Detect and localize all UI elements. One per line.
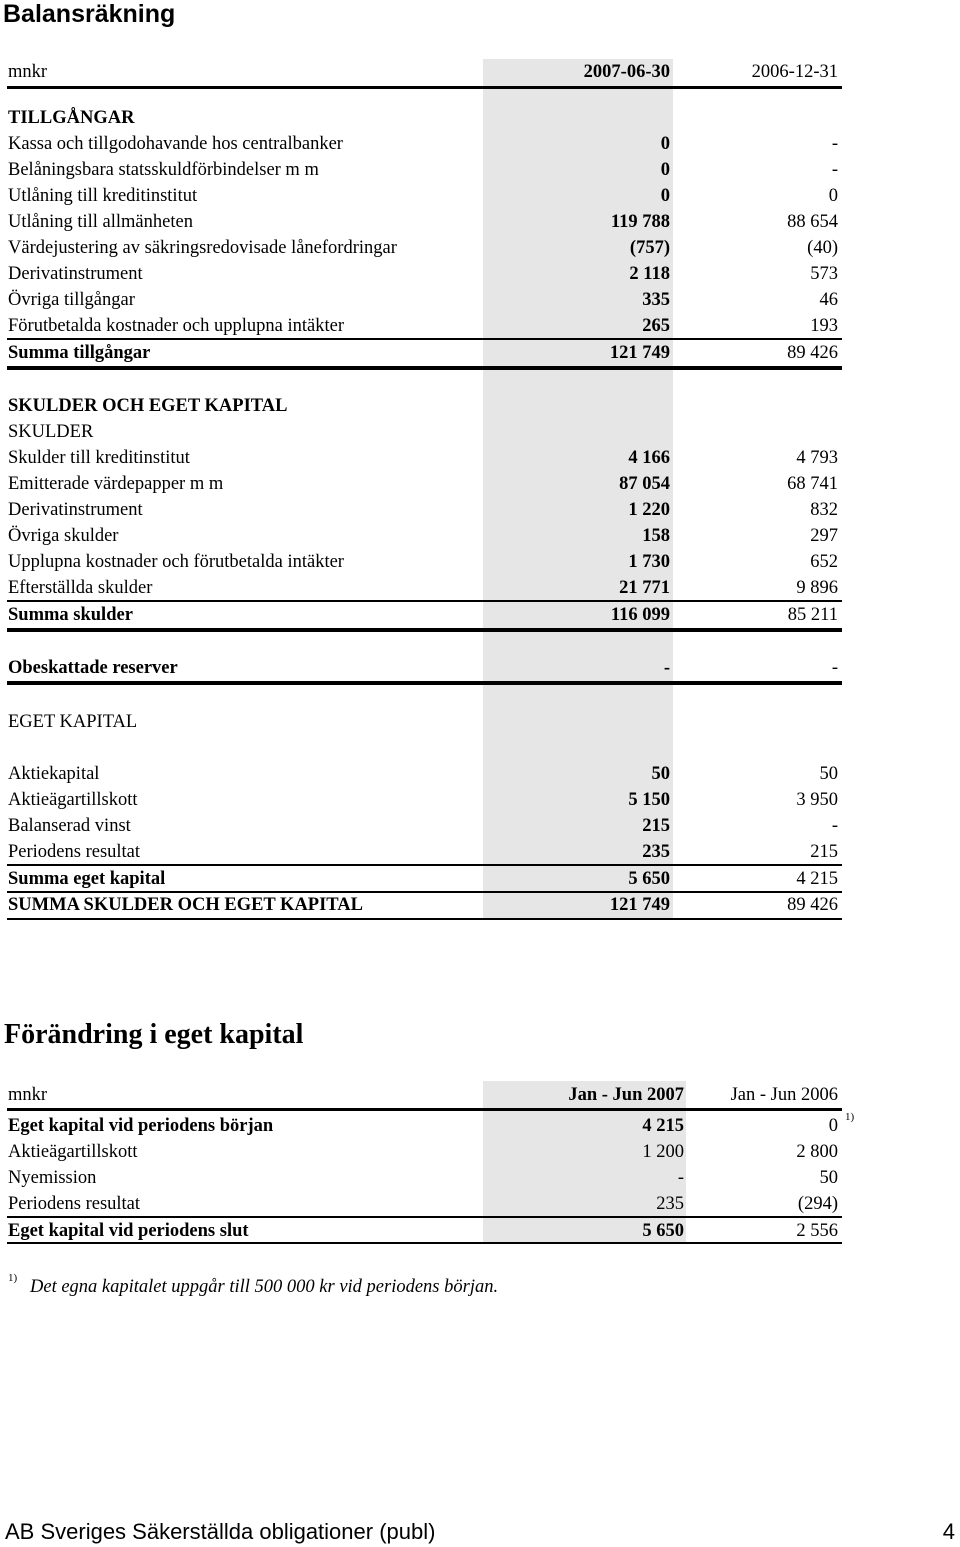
row-label: Periodens resultat <box>8 1194 141 1214</box>
rule-line <box>7 1242 842 1244</box>
value-previous: 2 800 <box>796 1142 838 1162</box>
row-label: Balanserad vinst <box>8 816 131 836</box>
row-label: Periodens resultat <box>8 842 141 862</box>
column-header-current: 2007-06-30 <box>583 62 670 82</box>
value-previous: (294) <box>797 1194 838 1214</box>
value-previous: 4 215 <box>796 869 838 889</box>
total-row <box>8 655 842 681</box>
total-row <box>8 602 842 628</box>
column-header-row <box>8 59 842 85</box>
grand-total-row <box>8 892 842 918</box>
footer-company: AB Sveriges Säkerställda obligationer (publ) <box>5 1519 436 1544</box>
value-current: (757) <box>629 238 670 258</box>
footnote-reference: 1) <box>845 1111 855 1123</box>
value-current: 5 150 <box>628 790 670 810</box>
value-previous: 4 793 <box>796 448 838 468</box>
row-label: Övriga tillgångar <box>8 290 135 310</box>
value-previous: 85 211 <box>787 605 838 625</box>
value-current: 0 <box>660 134 670 154</box>
page-number: 4 <box>942 1519 955 1544</box>
value-current: 1 200 <box>642 1142 684 1162</box>
opening-row <box>8 1113 842 1139</box>
value-previous: - <box>831 816 838 836</box>
row-label: Derivatinstrument <box>8 500 143 520</box>
value-previous: 89 426 <box>787 343 838 363</box>
row-label: Utlåning till allmänheten <box>8 212 193 232</box>
value-previous: 9 896 <box>796 578 838 598</box>
column-header-previous: Jan - Jun 2006 <box>730 1085 838 1105</box>
table-row <box>8 235 842 261</box>
rule-line <box>7 86 842 89</box>
table-row <box>8 131 842 157</box>
page-title: Balansräkning <box>3 0 176 28</box>
table-row <box>8 209 842 235</box>
value-previous: - <box>831 160 838 180</box>
total-row <box>8 340 842 366</box>
value-current: 335 <box>642 290 670 310</box>
row-label: Obeskattade reserver <box>8 658 178 678</box>
value-current: 119 788 <box>610 212 670 232</box>
value-current: 2 118 <box>629 264 670 284</box>
rule-line <box>7 1108 842 1111</box>
row-label: Belåningsbara statsskuldförbindelser m m <box>8 160 319 180</box>
table-row <box>8 549 842 575</box>
section-heading-text: EGET KAPITAL <box>8 712 138 732</box>
value-previous: 215 <box>810 842 838 862</box>
value-previous: 2 556 <box>796 1221 838 1241</box>
row-label: Eget kapital vid periodens slut <box>8 1221 249 1241</box>
row-label: Aktiekapital <box>8 764 100 784</box>
value-previous: 0 <box>828 186 838 206</box>
table-row <box>8 1165 842 1191</box>
value-previous: 68 741 <box>787 474 838 494</box>
section-heading-text: SKULDER OCH EGET KAPITAL <box>8 396 288 416</box>
unit-label: mnkr <box>8 1085 48 1105</box>
value-current: 158 <box>642 526 670 546</box>
row-label: Övriga skulder <box>8 526 119 546</box>
closing-row <box>8 1218 842 1244</box>
table-row <box>8 1191 842 1217</box>
table-row <box>8 497 842 523</box>
table-row <box>8 575 842 601</box>
value-current: - <box>677 1168 684 1188</box>
value-current: 1 220 <box>628 500 670 520</box>
value-previous: 50 <box>819 1168 838 1188</box>
value-previous: 3 950 <box>796 790 838 810</box>
column-header-row <box>8 1082 842 1108</box>
row-label: Summa tillgångar <box>8 343 151 363</box>
rule-line <box>7 628 842 632</box>
table-row <box>8 523 842 549</box>
table-row <box>8 261 842 287</box>
value-current: 235 <box>642 842 670 862</box>
table-row <box>8 313 842 339</box>
table-row <box>8 839 842 865</box>
value-previous: 89 426 <box>787 895 838 915</box>
row-label: Aktieägartillskott <box>8 1142 138 1162</box>
subsection-heading <box>8 419 842 445</box>
row-label: Kassa och tillgodohavande hos centralbanker <box>8 134 343 154</box>
row-label: Värdejustering av säkringsredovisade lånefordringar <box>8 238 397 258</box>
value-current: - <box>663 658 670 678</box>
column-header-previous: 2006-12-31 <box>751 62 838 82</box>
row-label: Efterställda skulder <box>8 578 153 598</box>
row-label: Derivatinstrument <box>8 264 143 284</box>
value-current: 0 <box>660 160 670 180</box>
value-current: 235 <box>656 1194 684 1214</box>
row-label: Förutbetalda kostnader och upplupna intäkter <box>8 316 344 336</box>
value-current: 5 650 <box>642 1221 684 1241</box>
row-label: SUMMA SKULDER OCH EGET KAPITAL <box>8 895 363 915</box>
table-row <box>8 287 842 313</box>
value-current: 121 749 <box>609 895 670 915</box>
rule-line <box>7 681 842 685</box>
row-label: Eget kapital vid periodens början <box>8 1116 274 1136</box>
value-current: 4 166 <box>628 448 670 468</box>
section-title: Förändring i eget kapital <box>4 1019 304 1050</box>
value-previous: 652 <box>810 552 838 572</box>
value-previous: 50 <box>819 764 838 784</box>
value-previous: 573 <box>810 264 838 284</box>
footnote-text: Det egna kapitalet uppgår till 500 000 kr vid periodens början. <box>30 1277 499 1297</box>
table-row <box>8 813 842 839</box>
value-previous: 0 <box>828 1116 838 1136</box>
table-row <box>8 445 842 471</box>
total-row <box>8 866 842 892</box>
value-previous: (40) <box>807 238 838 258</box>
value-previous: 88 654 <box>787 212 838 232</box>
table-row <box>8 1139 842 1165</box>
value-previous: 46 <box>819 290 838 310</box>
footnote-mark: 1) <box>8 1272 18 1284</box>
value-current: 121 749 <box>609 343 670 363</box>
row-label: Upplupna kostnader och förutbetalda intäkter <box>8 552 344 572</box>
section-heading-text: TILLGÅNGAR <box>8 108 135 128</box>
subsection-heading-text: SKULDER <box>8 422 94 442</box>
section-heading <box>8 709 842 735</box>
table-row <box>8 471 842 497</box>
row-label: Skulder till kreditinstitut <box>8 448 190 468</box>
column-header-current: Jan - Jun 2007 <box>568 1085 684 1105</box>
value-previous: - <box>831 134 838 154</box>
value-previous: 297 <box>810 526 838 546</box>
value-current: 4 215 <box>642 1116 684 1136</box>
value-current: 5 650 <box>628 869 670 889</box>
value-current: 87 054 <box>619 474 670 494</box>
unit-label: mnkr <box>8 62 48 82</box>
rule-line <box>7 918 842 920</box>
section-heading <box>8 393 842 419</box>
rule-line <box>7 366 842 370</box>
value-previous: - <box>831 658 838 678</box>
table-row <box>8 761 842 787</box>
value-current: 116 099 <box>610 605 670 625</box>
value-current: 0 <box>660 186 670 206</box>
table-row <box>8 787 842 813</box>
value-current: 215 <box>642 816 670 836</box>
value-previous: 193 <box>810 316 838 336</box>
row-label: Nyemission <box>8 1168 97 1188</box>
value-current: 1 730 <box>628 552 670 572</box>
row-label: Aktieägartillskott <box>8 790 138 810</box>
table-row <box>8 183 842 209</box>
row-label: Summa eget kapital <box>8 869 166 889</box>
section-heading <box>8 105 842 131</box>
value-previous: 832 <box>810 500 838 520</box>
value-current: 21 771 <box>619 578 670 598</box>
value-current: 265 <box>642 316 670 336</box>
row-label: Summa skulder <box>8 605 133 625</box>
row-label: Emitterade värdepapper m m <box>8 474 224 494</box>
table-row <box>8 157 842 183</box>
value-current: 50 <box>651 764 670 784</box>
row-label: Utlåning till kreditinstitut <box>8 186 198 206</box>
